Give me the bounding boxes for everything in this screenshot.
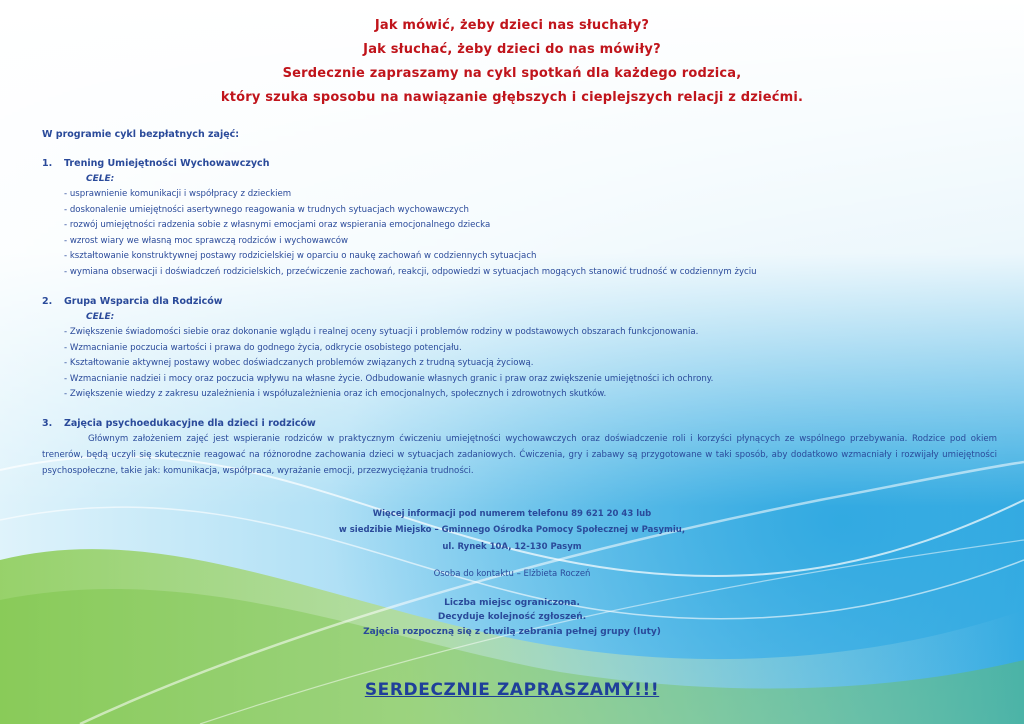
header-question-1: Jak mówić, żeby dzieci nas słuchały? (374, 18, 650, 33)
section-3-number: 3. (42, 418, 53, 429)
program-intro: W programie cykl bezpłatnych zajęć: (42, 129, 240, 140)
section-2-goals-list (64, 325, 713, 403)
limited-seats-note: Liczba miejsc ograniczona. (444, 598, 580, 608)
list-item: - wymiana obserwacji i doświadczeń rodzicielskich, przećwiczenie zachowań, reakcji, odpowiedzi w sytuacjach mogących stanowić trudność w codziennym życiu (64, 266, 757, 277)
list-item: - Wzmacnianie nadziei i mocy oraz poczucia wpływu na własne życie. Odbudowanie własnych granic i praw oraz zwiększenie umiejętności ich ochrony. (64, 373, 714, 384)
section-3-description (42, 431, 997, 479)
contact-phone-line: Więcej informacji pod numerem telefonu 89 621 20 43 lub (372, 509, 652, 519)
header-invitation: Serdecznie zapraszamy na cykl spotkań dla każdego rodzica, (282, 66, 742, 81)
section-2-goals-label: CELE: (86, 312, 115, 322)
list-item: - Zwiększenie świadomości siebie oraz dokonanie wglądu i realnej oceny sytuacji i problemów rodziny w podstawowych obszarach funkcjonowania. (64, 327, 699, 337)
closing-invitation: SERDECZNIE ZAPRASZAMY!!! (364, 680, 660, 700)
list-item: - Zwiększenie wiedzy z zakresu uzależnienia i współuzależnienia oraz ich emocjonalnych, społecznych i zdrowotnych skutków. (64, 389, 607, 399)
section-1-goals-list (64, 187, 757, 280)
section-2-number: 2. (42, 296, 53, 307)
section-2-heading: Grupa Wsparcia dla Rodziców (64, 296, 223, 307)
contact-person-line: Osoba do kontaktu – Elżbieta Roczeń (433, 569, 591, 579)
section-3-paragraph: Głównym założeniem zajęć jest wspieranie rodziców w praktycznym ćwiczeniu umiejętności wychowawczych oraz doświadczenie roli i korzyści płynących ze wspólnego przebywania. Rodzice pod okiem trenerów, będą uczyli się skutecznie reagować na różnorodne zachowania dzieci w sytuacjach zadaniowych. Ćwiczenia, gry i zabawy są przygotowane w taki sposób, aby dodatkowo wzmacniały i rozwijały umiejętności psychospołeczne, takie jak: komunikacja, współpraca, wyrażanie emocji, przezwyciężania trudności. (42, 434, 997, 476)
section-1-title (42, 158, 269, 169)
list-item: - rozwój umiejętności radzenia sobie z własnymi emocjami oraz wspierania emocjonalnego dziecka (64, 220, 491, 230)
list-item: - usprawnienie komunikacji i współpracy z dzieckiem (64, 189, 292, 199)
list-item: - kształtowanie konstruktywnej postawy rodzicielskiej w oparciu o naukę zachowań w codziennych sytuacjach (64, 251, 537, 261)
section-3-title (42, 418, 316, 429)
section-1-goals-label: CELE: (86, 174, 115, 184)
registration-order-note: Decyduje kolejność zgłoszeń. (437, 612, 587, 622)
section-3-heading: Zajęcia psychoedukacyjne dla dzieci i rodziców (64, 418, 316, 429)
section-1-heading: Trening Umiejętności Wychowawczych (64, 158, 270, 169)
contact-office-line: w siedzibie Miejsko – Gminnego Ośrodka Pomocy Społecznej w Pasymiu, (338, 525, 686, 535)
section-2-title (42, 296, 223, 307)
contact-address-line: ul. Rynek 10A, 12-130 Pasym (442, 542, 582, 552)
start-date-note: Zajęcia rozpoczną się z chwilą zebrania pełnej grupy (luty) (363, 627, 661, 637)
section-1-number: 1. (42, 158, 53, 169)
header-question-2: Jak słuchać, żeby dzieci do nas mówiły? (363, 42, 661, 57)
list-item: - wzrost wiary we własną moc sprawczą rodziców i wychowawców (64, 235, 349, 246)
list-item: - Wzmacnianie poczucia wartości i prawa do godnego życia, odkrycie osobistego potencjału. (64, 342, 462, 353)
list-item: - Kształtowanie aktywnej postawy wobec doświadczanych problemów związanych z trudną sytuacją życiową. (64, 358, 534, 368)
list-item: - doskonalenie umiejętności asertywnego reagowania w trudnych sytuacjach wychowawczych (64, 204, 470, 215)
header-invitation-continued: który szuka sposobu na nawiązanie głębszych i cieplejszych relacji z dziećmi. (220, 90, 804, 105)
